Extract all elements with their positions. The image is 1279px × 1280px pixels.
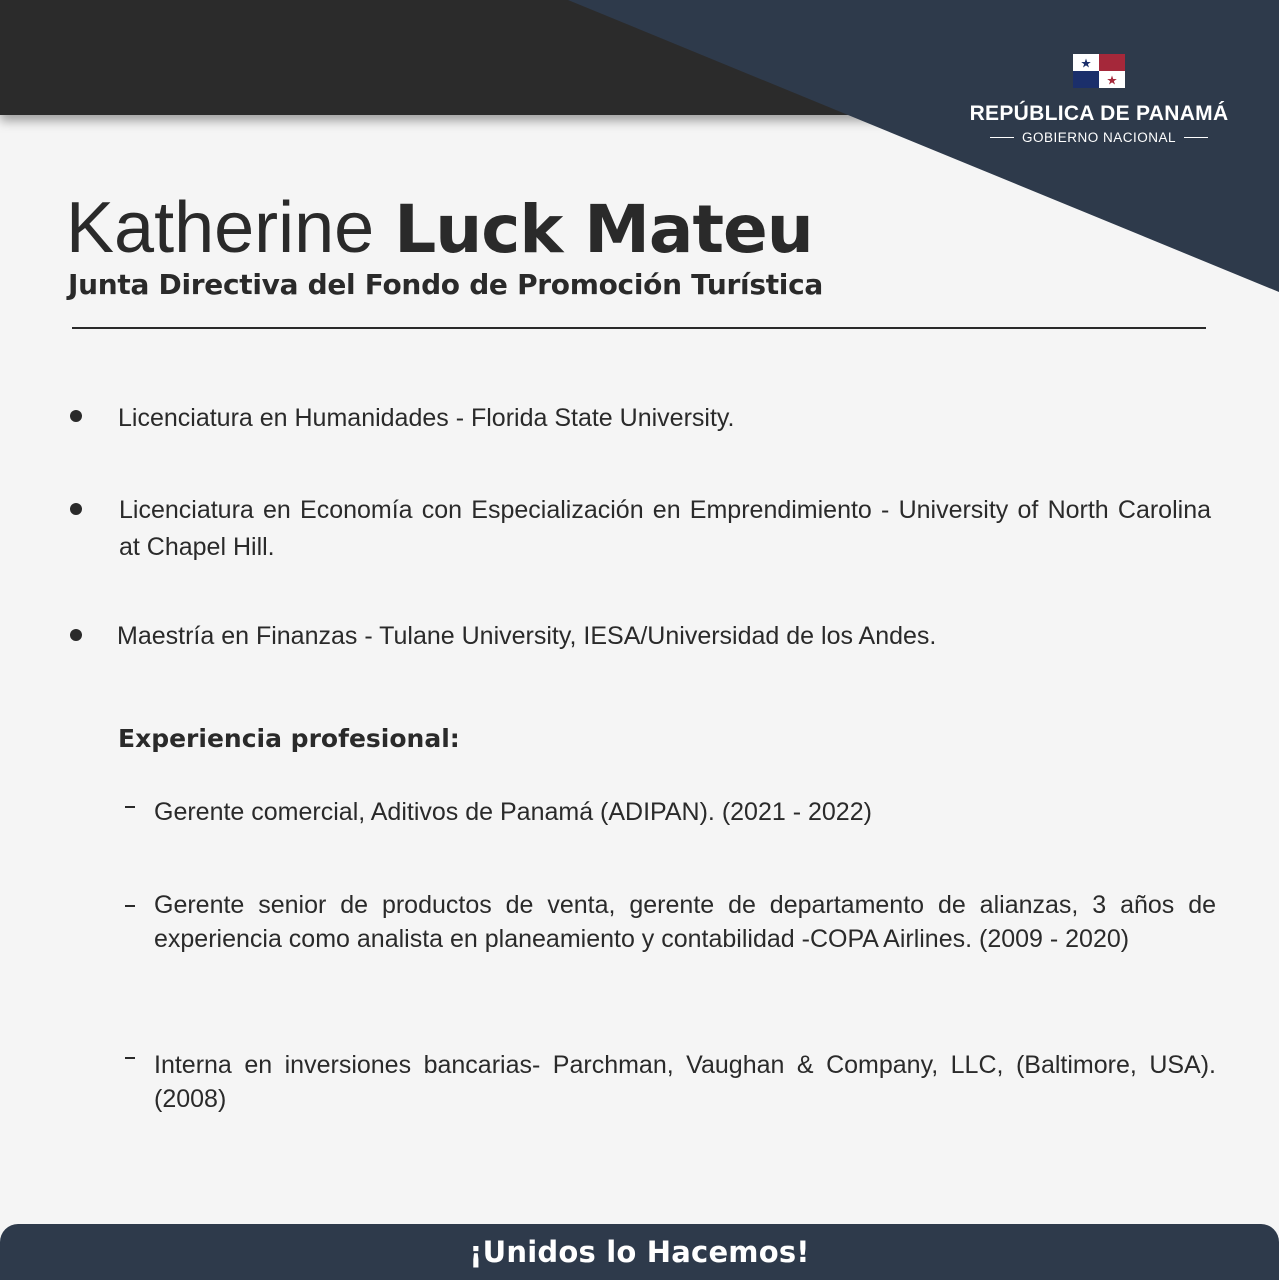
panama-flag-icon <box>1073 54 1125 88</box>
subtitle-rule-left <box>990 137 1014 138</box>
first-name: Katherine <box>66 188 375 268</box>
person-name <box>66 188 813 270</box>
person-role: Junta Directiva del Fondo de Promoción Turística <box>68 268 823 301</box>
footer-slogan: ¡Unidos lo Hacemos! <box>469 1235 810 1269</box>
experience-item-2: Gerente senior de productos de venta, gerente de departamento de alianzas, 3 años de experiencia como analista en planeamiento y contabilidad -COPA Airlines. (2009 - 2020) <box>154 891 1216 953</box>
experience-item-1: Gerente comercial, Aditivos de Panamá (ADIPAN). (2021 - 2022) <box>154 798 872 826</box>
government-label: GOBIERNO NACIONAL <box>1021 130 1177 145</box>
education-item-3: Maestría en Finanzas - Tulane University, IESA/Universidad de los Andes. <box>117 622 937 650</box>
government-subtitle <box>959 130 1239 145</box>
experience-item-3: Interna en inversiones bancarias- Parchman, Vaughan & Company, LLC, (Baltimore, USA). (2008) <box>154 1051 1216 1113</box>
dash-icon <box>125 905 135 907</box>
government-logo <box>959 54 1239 145</box>
last-name: Luck Mateu <box>394 191 813 268</box>
experience-heading: Experiencia profesional: <box>118 724 460 753</box>
dash-icon <box>125 806 135 808</box>
education-item-1: Licenciatura en Humanidades - Florida State University. <box>118 404 735 432</box>
country-title: REPÚBLICA DE PANAMÁ <box>969 102 1229 125</box>
subtitle-rule-right <box>1184 137 1208 138</box>
bullet-icon <box>70 629 82 641</box>
dash-icon <box>125 1057 135 1059</box>
bullet-icon <box>70 503 82 515</box>
education-item-2: Licenciatura en Economía con Especialización en Emprendimiento - University of North Carolina at Chapel Hill. <box>119 496 1211 561</box>
title-divider <box>72 327 1206 329</box>
bullet-icon <box>70 410 82 422</box>
footer-banner <box>0 1224 1279 1280</box>
